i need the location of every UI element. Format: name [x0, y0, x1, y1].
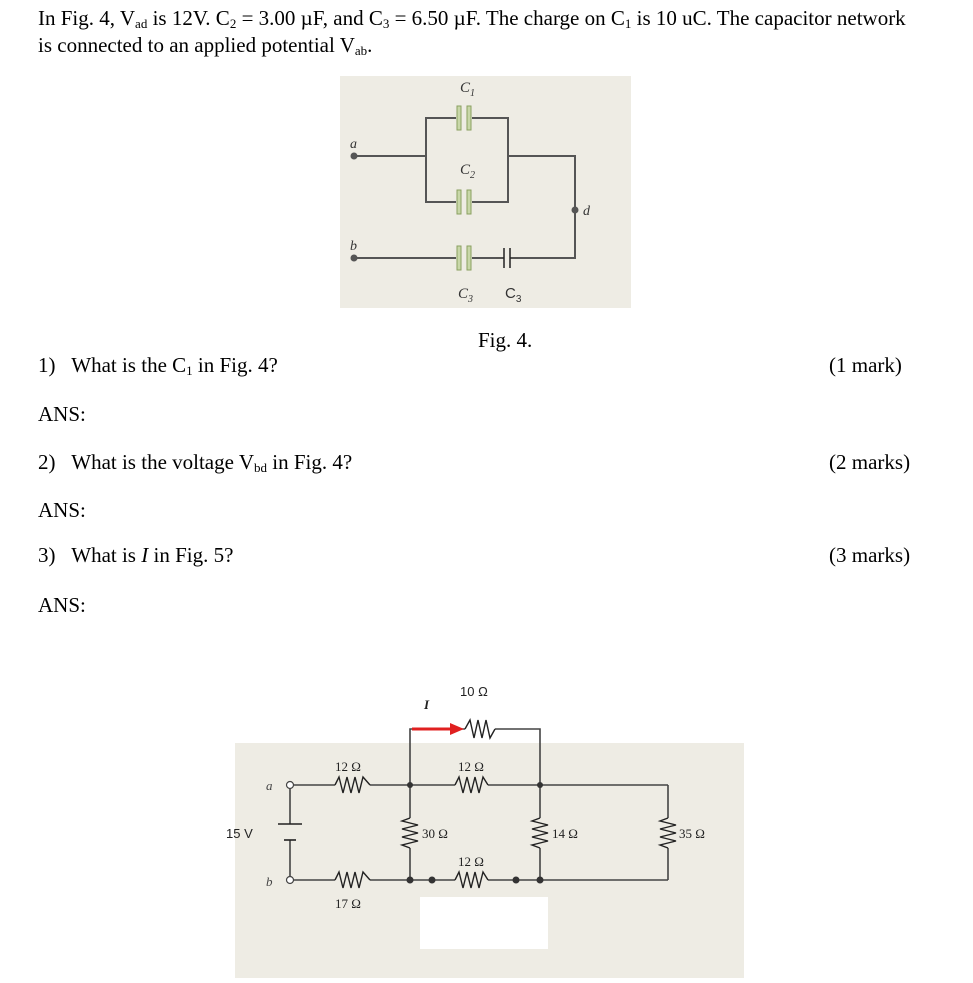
node-label-d: d [583, 204, 590, 219]
terminal-b-circle [287, 877, 294, 884]
label-r-14: 14 Ω [552, 826, 578, 841]
node-label-b: b [350, 239, 357, 254]
label-r-12-mid-bottom: 12 Ω [458, 854, 484, 869]
figure-4-caption: Fig. 4. [478, 328, 533, 352]
terminal-d-dot [572, 207, 579, 214]
question-2-marks: (2 marks) [829, 450, 911, 474]
label-source-15v: 15 V [226, 826, 253, 841]
label-r-12-mid-top: 12 Ω [458, 759, 484, 774]
label-r-30: 30 Ω [422, 826, 448, 841]
problem-line-2: is connected to an applied potential $V_{ab}$. [38, 33, 373, 58]
label-r-10: 10 Ω [460, 684, 488, 699]
label-node-b: b [266, 874, 273, 889]
figure-5-cover-box [420, 897, 548, 949]
label-c2: $C_2$ [460, 162, 476, 181]
question-2: 2) What is the voltage $V_{bd}$ in Fig. 4? [38, 450, 353, 475]
label-r-17: 17 Ω [335, 896, 361, 911]
answer-label-2: ANS: [38, 498, 86, 522]
label-c1: $C_1$ [460, 80, 476, 99]
terminal-b-dot [351, 255, 358, 262]
figure-5-resistor-circuit [0, 660, 973, 978]
current-arrow-icon [450, 723, 464, 735]
terminal-a-dot [351, 153, 358, 160]
answer-label-1: ANS: [38, 402, 86, 426]
label-current-i: I [424, 697, 430, 712]
node-label-a: a [350, 137, 357, 152]
question-1-marks: (1 mark) [829, 353, 902, 377]
figure-4-drawing [340, 76, 631, 308]
terminal-a-circle [287, 782, 294, 789]
question-1: 1) What is the $C_1$ in Fig. 4? [38, 353, 278, 378]
label-c3-left: $C_3$ [458, 286, 474, 305]
answer-label-3: ANS: [38, 593, 86, 617]
question-3-marks: (3 marks) [829, 543, 911, 567]
resistor-10 [465, 720, 495, 738]
figure-5-drawing [0, 660, 973, 978]
label-r-12-left: 12 Ω [335, 759, 361, 774]
label-node-a: a [266, 778, 273, 793]
label-c3-right: $C_3$ [505, 285, 522, 305]
figure-4-capacitor-network [340, 76, 631, 308]
label-r-35: 35 Ω [679, 826, 705, 841]
question-3: 3) What is I in Fig. 5? [38, 543, 234, 567]
problem-line-1: In Fig. 4, $V_{ad}$ is 12V. $C_2 = 3.00$ µF, and $C_3 = 6.50$ µF. The charge on $C_1$ is 10 uC. The capacitor network [38, 6, 906, 31]
